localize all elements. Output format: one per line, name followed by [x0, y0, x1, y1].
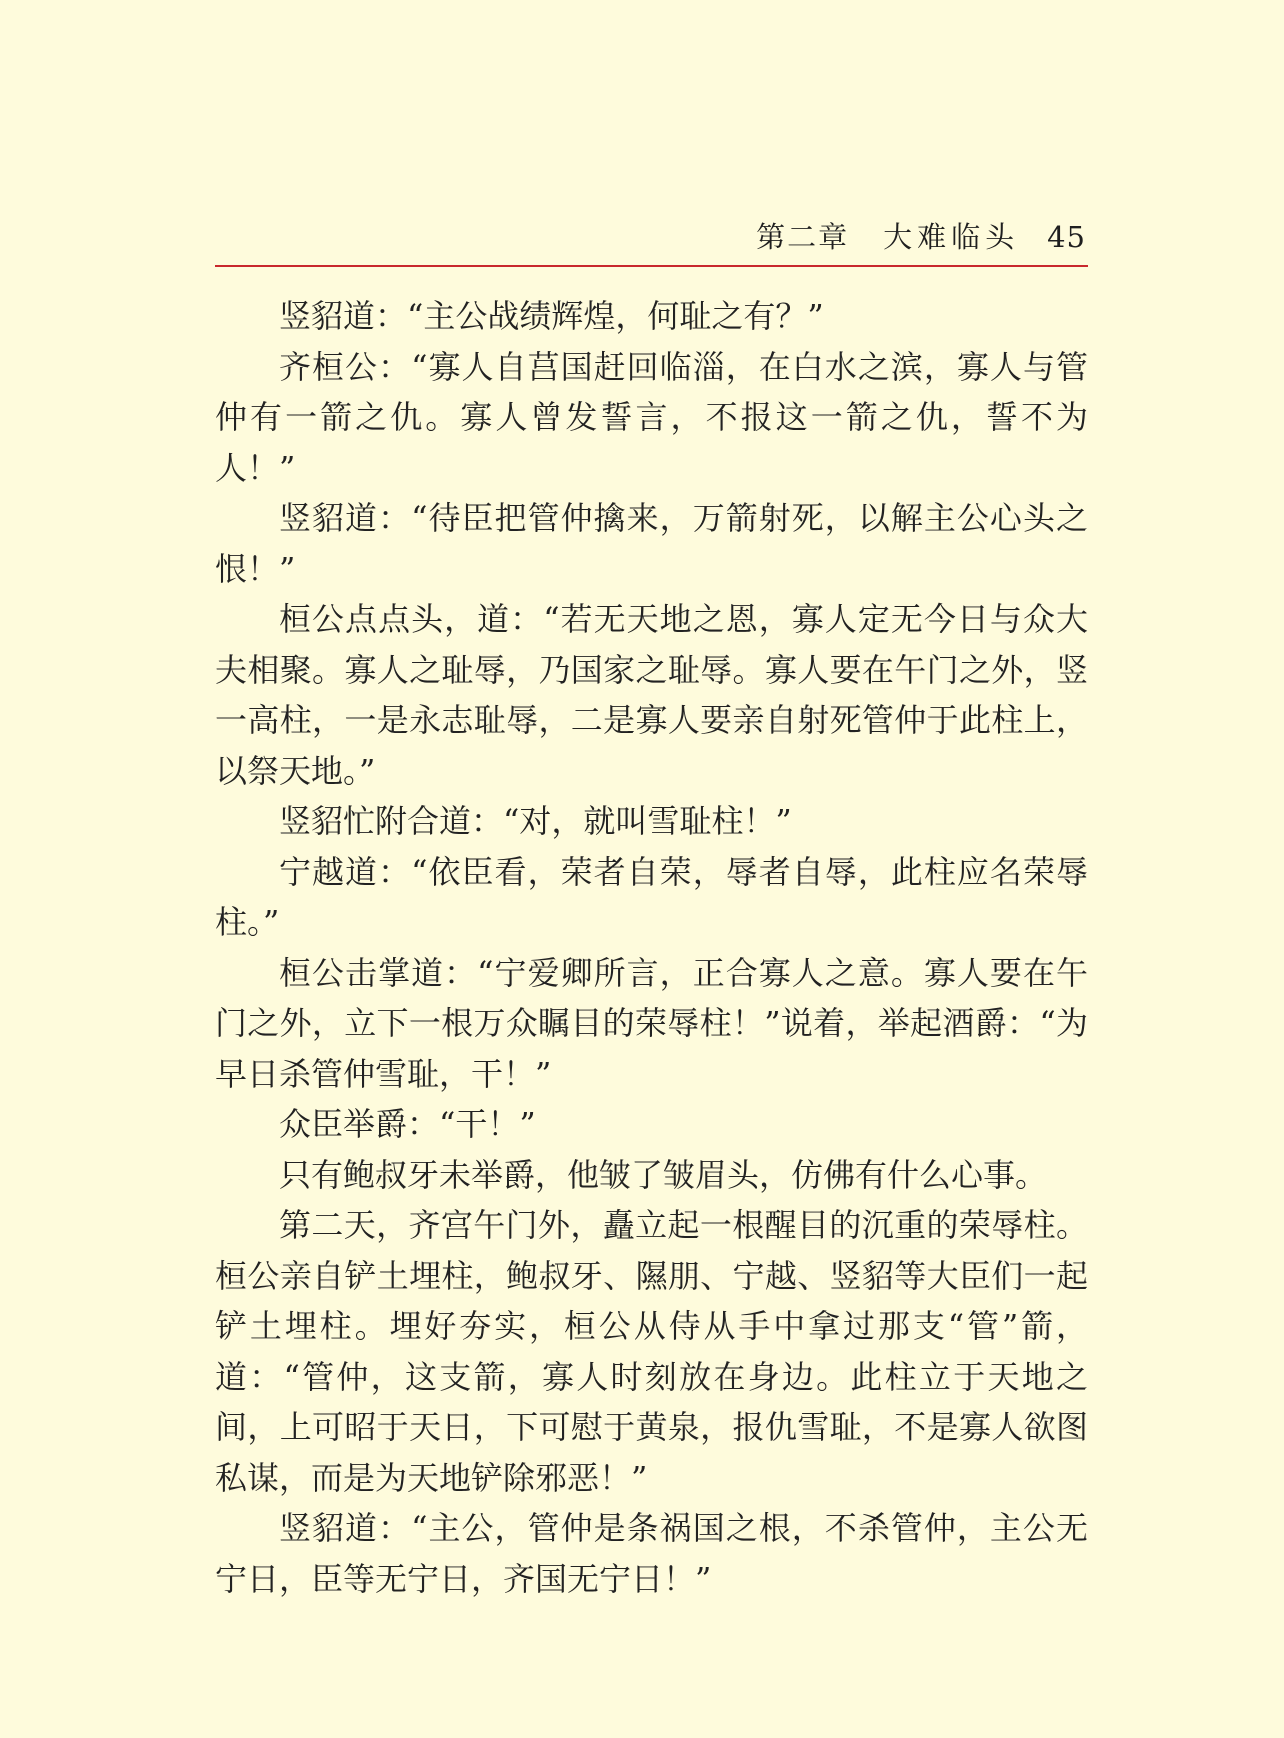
paragraph: 齐桓公：“寡人自莒国赶回临淄，在白水之滨，寡人与管仲有一箭之仇。寡人曾发誓言，不报这一箭之仇，誓不为人！” [215, 347, 1088, 487]
chapter-title: 大难临头 [883, 220, 1020, 254]
paragraph: 桓公点点头，道：“若无天地之恩，寡人定无今日与众大夫相聚。寡人之耻辱，乃国家之耻辱。寡人要在午门之外，竖一高柱，一是永志耻辱，二是寡人要亲自射死管仲于此柱上，以祭天地。” [215, 600, 1088, 790]
paragraph: 只有鲍叔牙未举爵，他皱了皱眉头，仿佛有什么心事。 [279, 1155, 1048, 1194]
paragraph: 宁越道：“依臣看，荣者自荣，辱者自辱，此柱应名荣辱柱。” [215, 852, 1088, 941]
paragraph: 众臣举爵：“干！” [279, 1105, 536, 1143]
body-text [215, 291, 1088, 1604]
paragraph: 竖貂道：“主公战绩辉煌，何耻之有？” [279, 297, 824, 335]
page-number: 45 [1047, 220, 1086, 254]
paragraph: 竖貂忙附合道：“对，就叫雪耻柱！” [279, 802, 792, 840]
paragraph: 竖貂道：“主公，管仲是条祸国之根，不杀管仲，主公无宁日，臣等无宁日，齐国无宁日！” [215, 1509, 1088, 1598]
chapter-number: 第二章 [756, 220, 850, 254]
paragraph: 桓公击掌道：“宁爱卿所言，正合寡人之意。寡人要在午门之外，立下一根万众瞩目的荣辱柱！”说着，举起酒爵：“为早日杀管仲雪耻，干！” [215, 953, 1088, 1093]
running-header [215, 214, 1088, 260]
paragraph: 竖貂道：“待臣把管仲擒来，万箭射死，以解主公心头之恨！” [215, 499, 1088, 588]
header-divider [215, 265, 1088, 267]
paragraph: 第二天，齐宫午门外，矗立起一根醒目的沉重的荣辱柱。桓公亲自铲土埋柱，鲍叔牙、隰朋、宁越、竖貂等大臣们一起铲土埋柱。埋好夯实，桓公从侍从手中拿过那支“管”箭，道：“管仲，这支箭，寡人时刻放在身边。此柱立于天地之间，上可昭于天日，下可慰于黄泉，报仇雪耻，不是寡人欲图私谋，而是为天地铲除邪恶！” [215, 1206, 1088, 1497]
